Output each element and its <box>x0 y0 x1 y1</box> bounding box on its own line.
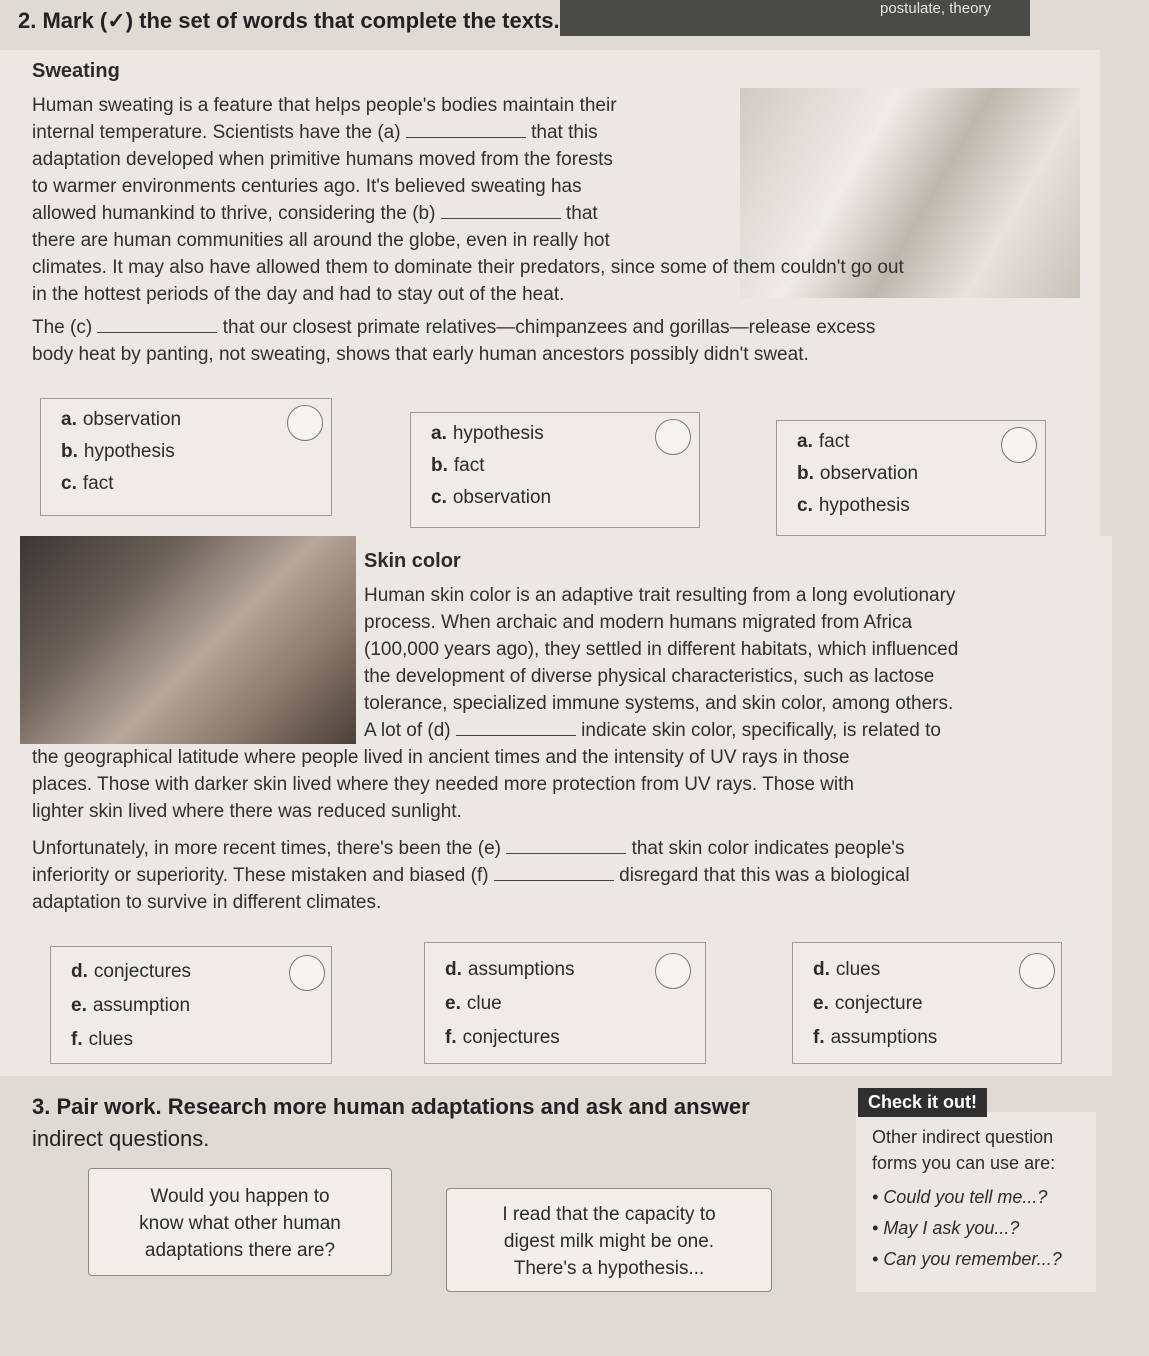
speech-bubble-question: Would you happen to know what other human adaptations there are? <box>88 1168 392 1276</box>
skin-option-set-1: d. conjectures e. assumption f. clues <box>50 946 332 1064</box>
speech-bubble-answer: I read that the capacity to digest milk might be one. There's a hypothesis... <box>446 1188 772 1292</box>
check-it-out-body: Other indirect question forms you can use are: • Could you tell me...? • May I ask you...? • Can you remember...? <box>872 1127 1062 1269</box>
exercise-2-title: 2. Mark (✓) the set of words that complete the texts. <box>18 8 560 33</box>
skin-color-heading: Skin color <box>364 550 461 572</box>
blank-c[interactable] <box>97 318 217 333</box>
group-photo <box>20 536 356 744</box>
sweating-option-set-2: a. hypothesis b. fact c. observation <box>410 412 700 528</box>
check-it-out-title: Check it out! <box>858 1088 987 1117</box>
skin-option-set-3: d. clues e. conjecture f. assumptions <box>792 942 1062 1064</box>
skin-text-top: Human skin color is an adaptive trait resulting from a long evolutionary process. When archaic and modern humans migrated from Africa (100,000 years ago), they settled in different habitats, which influenced the development of diverse physical characteristics, such as lactose tolerance, specialized immune systems, and skin color, among others. A lot of (d) indicate skin color, specifically, is related to <box>364 585 959 741</box>
option-checkbox-skin-2[interactable] <box>655 953 691 989</box>
skin-text-bottom: the geographical latitude where people lived in ancient times and the intensity of UV rays in those places. Those with darker skin lived where they needed more protection from UV rays. Those with lighter skin lived where there was reduced sunlight. Unfortunately, in more recent times, there's been the (e) that skin color indicates people's inferiority or superiority. These mistaken and biased (f) disregard that this was a biological adaptation to survive in different climates. <box>32 747 910 913</box>
option-checkbox-skin-3[interactable] <box>1019 953 1055 989</box>
blank-d[interactable] <box>456 721 576 736</box>
option-checkbox-sweating-3[interactable] <box>1001 427 1037 463</box>
sweating-option-set-3: a. fact b. observation c. hypothesis <box>776 420 1046 536</box>
corner-text: postulate, theory <box>880 0 991 17</box>
option-checkbox-sweating-2[interactable] <box>655 419 691 455</box>
blank-f[interactable] <box>494 866 614 881</box>
sweating-heading: Sweating <box>32 60 120 82</box>
exercise-3-title-line2: indirect questions. <box>32 1126 210 1151</box>
sweating-text: Human sweating is a feature that helps people's bodies maintain their internal temperature. Scientists have the (a) that this adaptation developed when primitive humans moved from the forests to warmer environments centuries ago. It's believed sweating has allowed humankind to thrive, considering the (b) that there are human communities all around the globe, even in really hot climates. It may also have allowed them to dominate their predators, since some of them couldn't go out in the hottest periods of the day and had to stay out of the heat. The (c) that our closest primate relatives—chimpanzees and gorillas—release excess body heat by panting, not sweating, shows that early human ancestors possibly didn't sweat. <box>32 95 904 365</box>
exercise-3-title-line1: 3. Pair work. Research more human adaptations and ask and answer <box>32 1094 750 1119</box>
blank-a[interactable] <box>406 123 526 138</box>
option-checkbox-skin-1[interactable] <box>289 955 325 991</box>
skin-option-set-2: d. assumptions e. clue f. conjectures <box>424 942 706 1064</box>
blank-e[interactable] <box>506 839 626 854</box>
option-checkbox-sweating-1[interactable] <box>287 405 323 441</box>
blank-b[interactable] <box>441 204 561 219</box>
sweating-option-set-1: a. observation b. hypothesis c. fact <box>40 398 332 516</box>
